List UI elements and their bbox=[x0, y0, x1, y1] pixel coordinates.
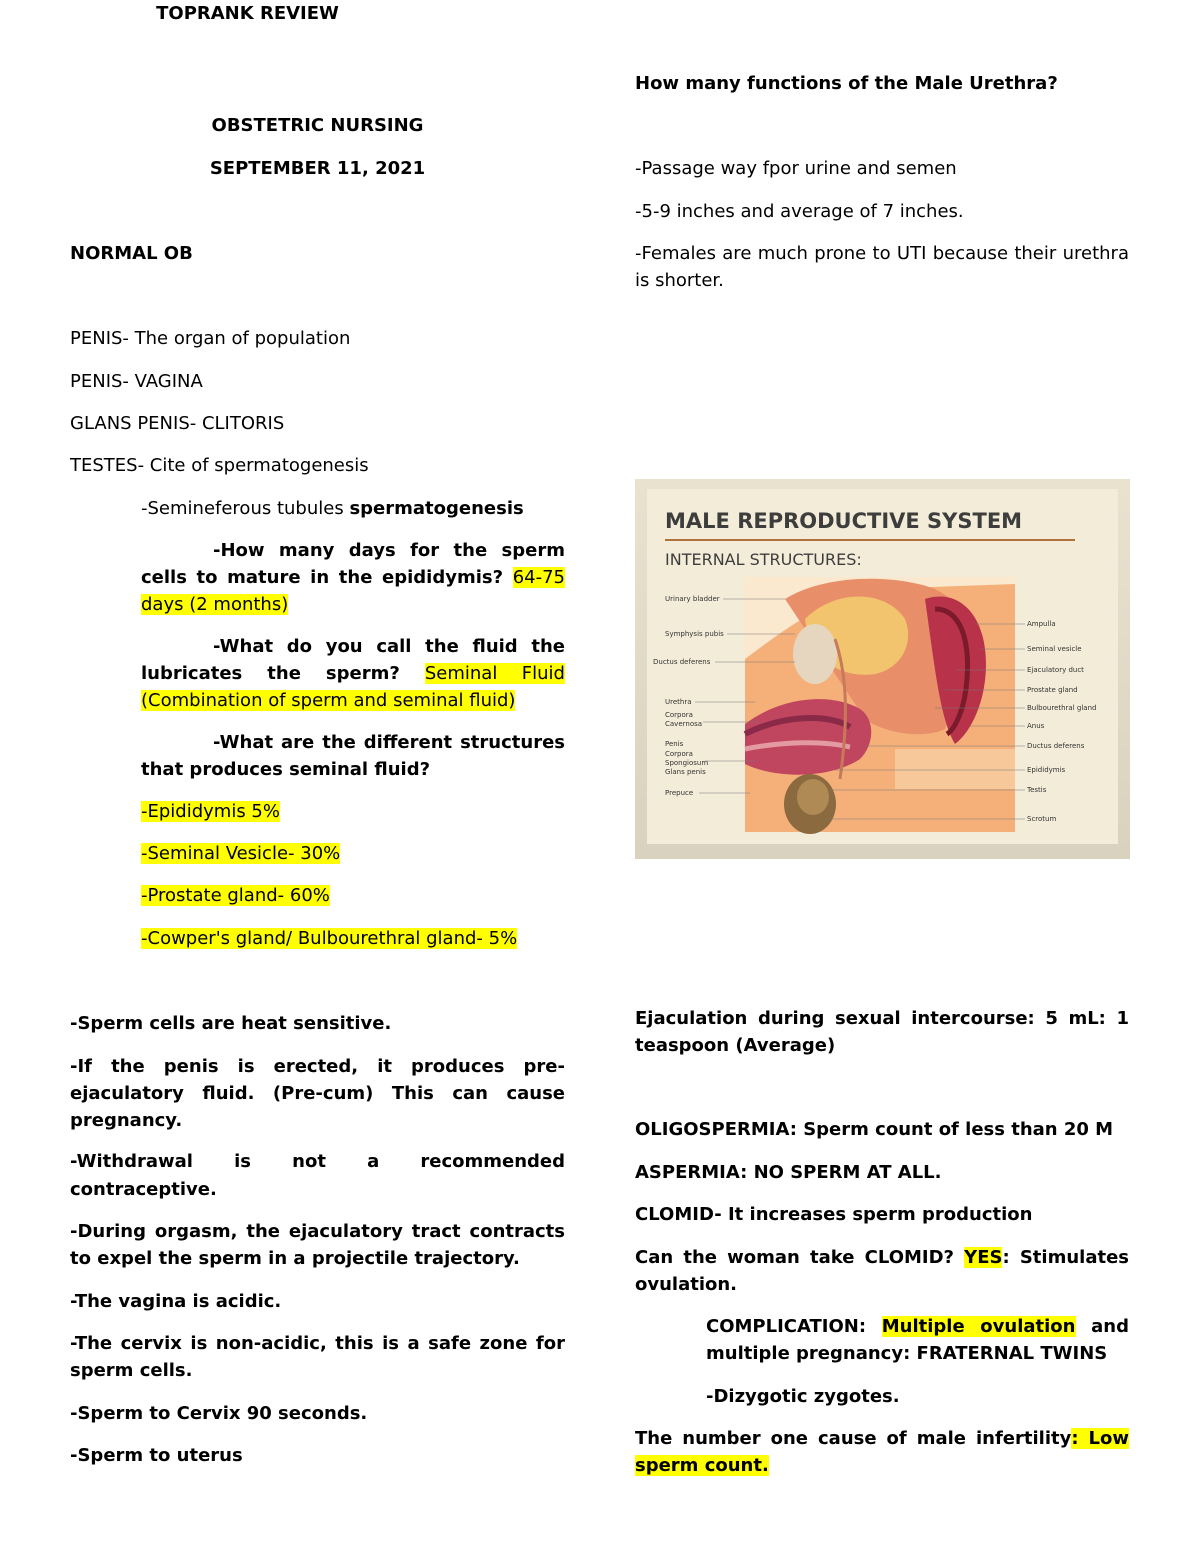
clomid-note: CLOMID- It increases sperm production bbox=[635, 1204, 1033, 1225]
doc-title: TOPRANK REVIEW bbox=[156, 3, 339, 24]
label-glans-penis: Glans penis bbox=[665, 768, 706, 776]
fact-line: -The vagina is acidic. bbox=[70, 1291, 282, 1312]
male-reproductive-diagram bbox=[635, 479, 1130, 859]
label-symphysis-pubis: Symphysis pubis bbox=[665, 630, 724, 638]
highlight-answer: 64-75 days (2 months) bbox=[141, 567, 565, 615]
highlight-answer: Multiple ovulation bbox=[881, 1316, 1076, 1337]
semineferous-line: -Semineferous tubules spermatogenesis bbox=[141, 498, 524, 519]
fact-line: -Sperm cells are heat sensitive. bbox=[70, 1013, 392, 1034]
label-corpora: Corpora bbox=[665, 711, 693, 719]
diagram-title: MALE REPRODUCTIVE SYSTEM bbox=[665, 509, 1023, 533]
label-urinary-bladder: Urinary bladder bbox=[665, 595, 720, 603]
list-item: -Cowper's gland/ Bulbourethral gland- 5% bbox=[141, 928, 518, 949]
diagram-svg bbox=[635, 479, 1130, 859]
label-penis: Penis bbox=[665, 740, 684, 748]
fact-line: -The cervix is non-acidic, this is a safe zone for sperm cells. bbox=[70, 1333, 565, 1381]
label-anus: Anus bbox=[1027, 722, 1045, 730]
complication-note: COMPLICATION: Multiple ovulation and multiple pregnancy: FRATERNAL TWINS bbox=[706, 1316, 1129, 1364]
doc-date: SEPTEMBER 11, 2021 bbox=[209, 158, 426, 179]
label-corpora-2: Corpora bbox=[665, 750, 693, 758]
text-line: TESTES- Cite of spermatogenesis bbox=[70, 455, 369, 476]
text-line: PENIS- The organ of population bbox=[70, 328, 351, 349]
question-fluid: -What do you call the fluid the lubricates the sperm? Seminal Fluid (Combination of sperm and seminal fluid) bbox=[141, 636, 565, 711]
section-heading: NORMAL OB bbox=[70, 243, 193, 264]
text-line: -Females are much prone to UTI because their urethra is shorter. bbox=[635, 243, 1129, 291]
label-seminal-vesicle: Seminal vesicle bbox=[1027, 645, 1082, 653]
label-spongiosum: Spongiosum bbox=[665, 759, 709, 767]
anatomy-illustration bbox=[745, 577, 1015, 834]
diagram-subtitle: INTERNAL STRUCTURES: bbox=[665, 550, 862, 569]
label-prepuce: Prepuce bbox=[665, 789, 694, 797]
highlight-answer: : Low sperm count. bbox=[635, 1428, 1129, 1476]
highlight-answer: Seminal Fluid (Combination of sperm and seminal fluid) bbox=[141, 663, 565, 711]
text-line: PENIS- VAGINA bbox=[70, 371, 203, 392]
text-line: GLANS PENIS- CLITORIS bbox=[70, 413, 285, 434]
fact-line: -Withdrawal is not a recommended bbox=[70, 1151, 565, 1172]
fact-line: -Sperm to Cervix 90 seconds. bbox=[70, 1403, 368, 1424]
label-ampulla: Ampulla bbox=[1027, 620, 1056, 628]
ejaculation-note: Ejaculation during sexual intercourse: 5 mL: 1 teaspoon (Average) bbox=[635, 1008, 1129, 1056]
fact-line: contraceptive. bbox=[70, 1179, 217, 1200]
question-epididymis: -How many days for the sperm cells to mature in the epididymis? 64-75 days (2 months) bbox=[141, 540, 565, 615]
label-urethra: Urethra bbox=[665, 698, 692, 706]
question-structures: -What are the different structures that produces seminal fluid? bbox=[141, 732, 565, 780]
clomid-question: Can the woman take CLOMID? YES: Stimulates ovulation. bbox=[635, 1247, 1129, 1295]
list-item: -Seminal Vesicle- 30% bbox=[141, 843, 341, 864]
text-line: -Passage way fpor urine and semen bbox=[635, 158, 957, 179]
label-epididymis: Epididymis bbox=[1027, 766, 1066, 774]
label-ductus-deferens: Ductus deferens bbox=[653, 658, 711, 666]
urethra-question: How many functions of the Male Urethra? bbox=[635, 73, 1058, 94]
list-item: -Prostate gland- 60% bbox=[141, 885, 330, 906]
fact-line: -Sperm to uterus bbox=[70, 1445, 243, 1466]
label-bulbourethral-gland: Bulbourethral gland bbox=[1027, 704, 1097, 712]
label-cavernosa: Cavernosa bbox=[665, 720, 703, 728]
list-item: -Epididymis 5% bbox=[141, 801, 280, 822]
label-ductus-deferens-right: Ductus deferens bbox=[1027, 742, 1085, 750]
text-line: -5-9 inches and average of 7 inches. bbox=[635, 201, 964, 222]
label-testis: Testis bbox=[1027, 786, 1047, 794]
label-prostate-gland: Prostate gland bbox=[1027, 686, 1078, 694]
oligospermia-note: OLIGOSPERMIA: Sperm count of less than 20 M bbox=[635, 1119, 1114, 1140]
dizygotic-note: -Dizygotic zygotes. bbox=[706, 1386, 900, 1407]
label-scrotum: Scrotum bbox=[1027, 815, 1057, 823]
aspermia-note: ASPERMIA: NO SPERM AT ALL. bbox=[635, 1162, 942, 1183]
fact-line: -During orgasm, the ejaculatory tract contracts to expel the sperm in a projectile trajectory. bbox=[70, 1221, 565, 1269]
label-ejaculatory-duct: Ejaculatory duct bbox=[1027, 666, 1084, 674]
fact-line: -If the penis is erected, it produces pre-ejaculatory fluid. (Pre-cum) This can cause pregnancy. bbox=[70, 1056, 565, 1131]
highlight-answer: YES bbox=[964, 1247, 1003, 1268]
infertility-note: The number one cause of male infertility: Low sperm count. bbox=[635, 1428, 1129, 1476]
doc-subject: OBSTETRIC NURSING bbox=[211, 115, 424, 136]
